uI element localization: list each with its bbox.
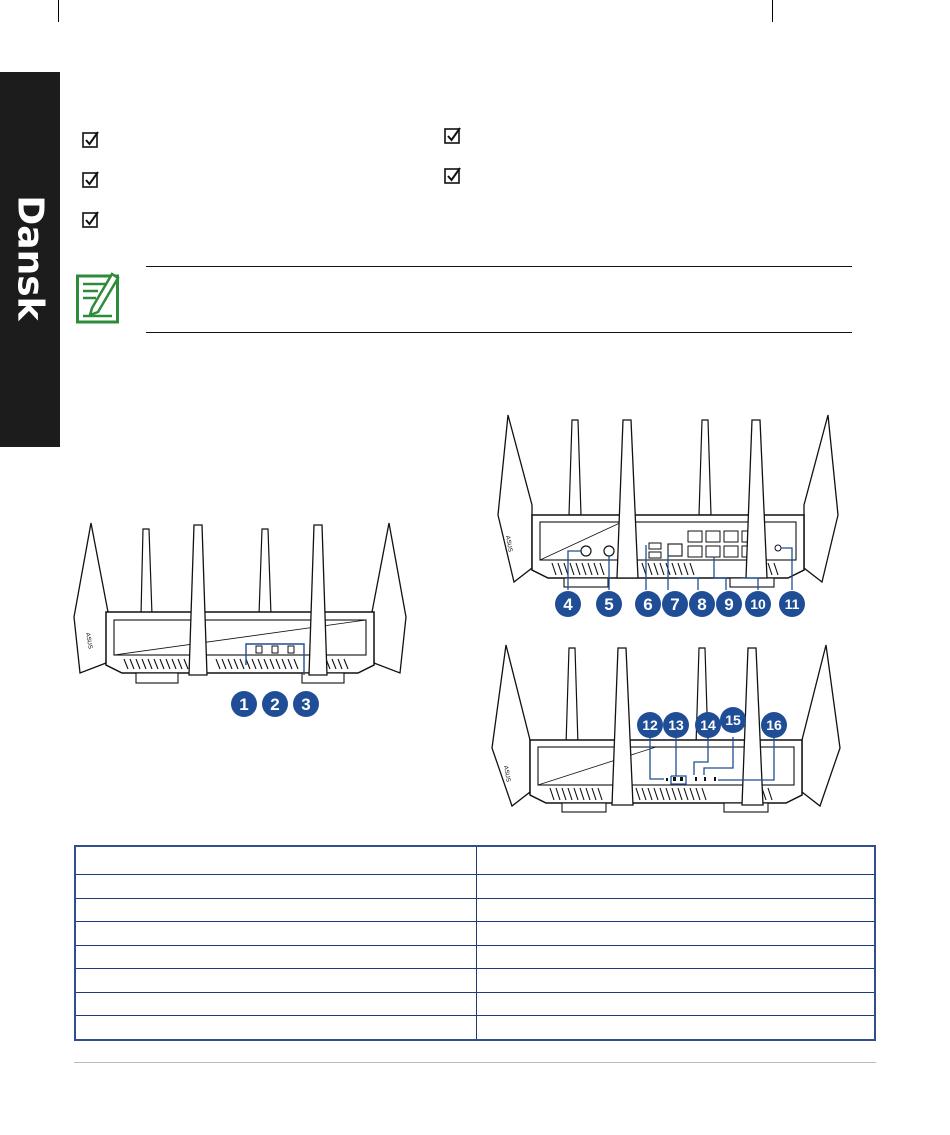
callout-7	[662, 591, 688, 617]
callout-9	[716, 591, 742, 617]
callout-1	[231, 691, 257, 717]
table-cell	[477, 922, 876, 946]
svg-text:11: 11	[784, 596, 800, 612]
table-cell	[75, 846, 477, 875]
table-row	[75, 922, 875, 946]
note-icon	[76, 270, 120, 324]
table-cell	[477, 945, 876, 969]
crop-mark-top-right	[772, 0, 773, 22]
note-top-rule	[146, 266, 852, 267]
language-side-label: Dansk	[9, 195, 51, 321]
table-row	[75, 1016, 875, 1040]
svg-text:6: 6	[643, 595, 653, 614]
table-cell	[477, 992, 876, 1016]
svg-text:8: 8	[697, 595, 707, 614]
table-cell	[75, 969, 477, 993]
svg-text:3: 3	[301, 695, 311, 714]
svg-text:15: 15	[725, 712, 741, 728]
callout-15	[720, 707, 746, 733]
svg-text:16: 16	[766, 717, 782, 733]
table-row	[75, 875, 875, 899]
svg-text:7: 7	[670, 595, 680, 614]
table-cell	[477, 846, 876, 875]
callout-5	[596, 591, 622, 617]
callout-14	[695, 712, 721, 738]
svg-text:14: 14	[700, 717, 716, 733]
router-led-figure	[486, 640, 852, 830]
table-row	[75, 969, 875, 993]
footer-rule	[74, 1062, 876, 1063]
callout-10	[745, 591, 771, 617]
callout-16	[761, 712, 787, 738]
checked-box-icon	[444, 167, 462, 185]
checked-box-icon	[444, 127, 462, 145]
table-cell	[75, 1016, 477, 1040]
svg-text:12: 12	[642, 717, 658, 733]
router-brand-mark: ASUS	[504, 535, 513, 553]
table-cell	[477, 898, 876, 922]
callout-4	[555, 591, 581, 617]
table-cell	[477, 1016, 876, 1040]
router-front-figure	[66, 515, 416, 720]
table-header-row	[75, 846, 875, 875]
table-cell	[75, 875, 477, 899]
svg-text:2: 2	[270, 695, 280, 714]
callout-12	[637, 712, 663, 738]
callout-13	[663, 712, 689, 738]
table-cell	[75, 922, 477, 946]
table-row	[75, 992, 875, 1016]
svg-text:1: 1	[239, 695, 249, 714]
checked-box-icon	[82, 131, 100, 149]
svg-text:13: 13	[668, 717, 684, 733]
table-cell	[75, 945, 477, 969]
table-row	[75, 898, 875, 922]
callout-11	[779, 591, 805, 617]
spec-table	[74, 845, 876, 1041]
table-cell	[75, 992, 477, 1016]
checked-box-icon	[82, 211, 100, 229]
router-rear-figure	[492, 410, 852, 625]
svg-text:10: 10	[750, 596, 766, 612]
svg-text:5: 5	[604, 595, 614, 614]
callout-2	[262, 691, 288, 717]
table-cell	[477, 875, 876, 899]
svg-text:9: 9	[724, 595, 734, 614]
callout-8	[689, 591, 715, 617]
note-bottom-rule	[146, 332, 852, 333]
crop-mark-top-left	[58, 0, 59, 22]
table-cell	[477, 969, 876, 993]
callout-6	[635, 591, 661, 617]
router-brand-mark: ASUS	[502, 765, 511, 783]
table-cell	[75, 898, 477, 922]
checked-box-icon	[82, 171, 100, 189]
table-row	[75, 945, 875, 969]
callout-3	[293, 691, 319, 717]
svg-text:4: 4	[563, 595, 573, 614]
router-brand-mark: ASUS	[84, 632, 93, 650]
